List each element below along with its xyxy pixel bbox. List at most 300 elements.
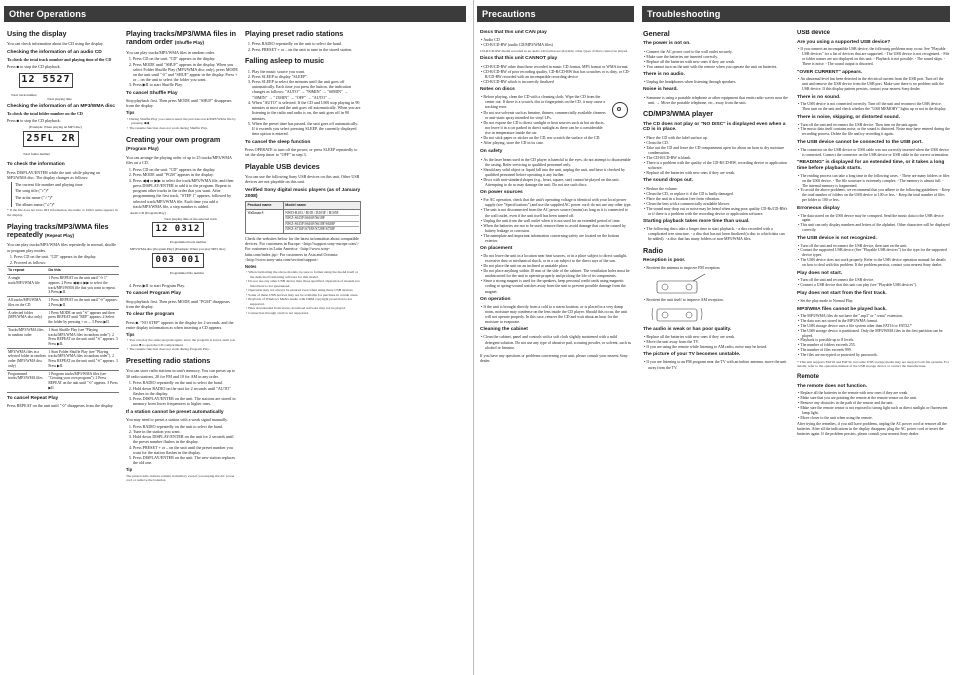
play-preset-steps xyxy=(252,41,361,51)
notes-discs-block xyxy=(480,94,632,146)
list-item: • Do not place the unit on an inclined or unstable place. xyxy=(485,263,632,268)
cannot-connect-title: The USB device cannot be connected to the USB port. xyxy=(797,140,923,146)
reception-title: Reception is poor. xyxy=(643,258,686,264)
flow-step-1: The current file number and playing time xyxy=(15,181,83,187)
cd-player-title: CD/MP3/WMA player xyxy=(643,109,714,119)
safety-title: On safety xyxy=(480,149,503,155)
shuffle-title-suffix: (Shuffle Play) xyxy=(174,40,205,46)
reception-am-list xyxy=(648,297,789,302)
lcd-screen-1: 12 5527 xyxy=(19,73,73,88)
list-item: • There is a problem with the quality of the CD-R/CD-RW, recording device or application software. xyxy=(648,160,789,170)
repeat-table xyxy=(7,266,119,392)
table-row xyxy=(7,297,119,309)
cancel-repeat-title: To cancel Repeat Play xyxy=(7,395,59,401)
cleaning-title: Cleaning the cabinet xyxy=(480,327,528,333)
list-item: • Turn off the unit and reconnect the USB device. xyxy=(802,278,950,283)
sleep-step: 3. Press SLEEP to select the minutes until the unit goes off automatically. Each time you press the button, the indication changes as follows: "AUTO" → "90MIN" → "60MIN" → "30MIN" → "15MIN" → "OFF" → "AUTO" ... xyxy=(252,79,361,100)
col-model-name: Model name xyxy=(283,201,360,209)
repeat-instructions: 1 Program tracks/MP3/WMA files (see "Creating your own program"). 2 Press REPEAT on the unit until "⟲" appears. 3 Press ▶II. xyxy=(47,370,119,392)
no-power-list xyxy=(648,49,789,69)
troubleshooting-header: Troubleshooting xyxy=(642,6,950,22)
preset-step: 2. Hold down RADIO on the unit for 2 seconds until "AUTO" flashes in the display. xyxy=(133,386,238,396)
placement-title: On placement xyxy=(480,245,513,251)
program-tip: • You can play the same program again, since the program is saved, until you press ■ to open the CD compartment. xyxy=(131,338,238,347)
manual-preset-step: 5. Press DISPLAY/ENTER on the unit. The new station replaces the old one. xyxy=(133,455,238,465)
table-row xyxy=(7,348,119,370)
erroneous-title: Erroneous display xyxy=(797,206,840,212)
list-item: • Remove any obstacles in the path of the remote and the unit. xyxy=(802,401,950,406)
list-item: • The data was not stored in the MP3/WMA format. xyxy=(802,319,950,324)
manual-preset-intro: You may need to preset a station with a weak signal manually. xyxy=(126,416,228,422)
lcd2-example-label: (Example: When playing an MP3 disc) xyxy=(29,125,82,130)
repeat-title-text: Playing tracks/MP3/WMA files repeatedly xyxy=(7,221,109,240)
repeat-target: All tracks/MP3/WMA files on the CD xyxy=(7,297,47,309)
list-item: • The USB storage device is partitioned. Only the MP3/WMA files in the first partition can be played. xyxy=(802,329,950,339)
program-tips-label: Tips xyxy=(126,331,135,337)
shuffle-tip: • During Shuffle Play you cannot select the previous track/MP3/WMA file by pressing ◀◀. xyxy=(131,117,238,126)
model-name: NWZ-S615F/S616F/S618F/S638F xyxy=(285,221,358,227)
shuffle-title-text: Playing tracks/MP3/WMA files in random order xyxy=(126,30,236,47)
operation-title: On operation xyxy=(480,296,511,302)
table-row xyxy=(7,275,119,297)
repeat-target: Tracks/MP3/WMA files in random order xyxy=(7,326,47,348)
list-item: • For AC operation, check that the unit's operating voltage is identical with your local power supply (see "Specifications") and use the supplied AC power cord; do not use any other type. xyxy=(485,197,632,207)
list-item: • The files are encrypted or protected by passwords. xyxy=(802,353,950,358)
repeat-step-1: 1. Press CD on the unit. "CD" appears in the display. xyxy=(14,254,119,259)
list-item: • Clean the CD, or replace it if the CD is badly damaged. xyxy=(648,191,789,196)
manual-preset-step: 4. Press PRESET + or – on the unit until the preset number you want for the station flashes in the display. xyxy=(133,445,238,455)
shuffle-steps xyxy=(133,56,238,87)
table-row xyxy=(7,326,119,348)
audio-cd-step: Press ■ to stop the CD playback. xyxy=(7,63,61,69)
clear-program-title: To clear the program xyxy=(126,312,175,318)
column-troubleshooting-usb xyxy=(797,30,950,671)
verified-players-title: Verified Sony digital music players (as of January 2008) xyxy=(245,187,361,199)
col-product-name: Product name xyxy=(246,201,284,209)
remote-fn-title: The remote does not function. xyxy=(797,383,868,389)
mp3-cannot-list xyxy=(802,314,950,358)
prog-mp3-label: MP3/WMA disc (Program Play) (Example: When you play MP3 disc) xyxy=(130,247,226,252)
list-item: • CD-R/CD-RW other than those recorded in music CD format, MP3 format or WMA format xyxy=(485,64,632,69)
radio-unit-icon xyxy=(649,273,709,295)
shuffle-step: 1. Press CD on the unit. "CD" appears in the display. xyxy=(133,56,238,61)
flow-note: * If the file does not have ID3 information, the name or folder name appears in the display. xyxy=(7,208,118,217)
usb-note: • Some of these USB devices may not be available for purchase in certain areas. xyxy=(250,293,361,297)
radio-title: Radio xyxy=(643,245,663,255)
unsupported-title: Are you using a supported USB device? xyxy=(797,39,891,45)
cancel-shuffle-body: Stop playback first. Then press MODE until "SHUF" disappears from the display. xyxy=(126,98,232,109)
tv-unstable-list xyxy=(648,359,789,369)
page-divider xyxy=(473,0,474,675)
cancel-shuffle-title: To cancel Shuffle Play xyxy=(126,90,178,96)
list-item: • Make sure the batteries are inserted correctly. xyxy=(648,54,789,59)
list-item: • Playback is possible up to 8 levels. xyxy=(802,338,950,343)
flow-step-2: The song title ("♪")* xyxy=(15,188,49,194)
weak-audio-title: The audio is weak or has poor quality. xyxy=(643,326,732,332)
check-info-body: Press DISPLAY/ENTER while the unit while playing an MP3/WMA disc. The display changes as follows: xyxy=(7,169,100,180)
usb-note: • Connection through a hub is not supported. xyxy=(250,311,361,315)
shuffle-tips xyxy=(131,117,238,130)
list-item: • Should any solid object or liquid fall into the unit, unplug the unit, and have it checked by qualified personnel before operating it any further. xyxy=(485,167,632,177)
list-item: • Audio CD xyxy=(485,37,632,42)
repeat-instructions: 1 Press REPEAT on the unit until "⟲" appears. 2 Press ▶II. xyxy=(47,297,119,309)
list-item: • CD-R/CD-RW (audio CD/MP3/WMA files) xyxy=(485,42,632,47)
usb-no-sound-list xyxy=(802,102,950,112)
usb-note: • Playback of Windows Media Audio with DRM copyright protection is not supported. xyxy=(250,297,361,306)
no-disc-title: The CD does not play or "NO DISC" is displayed even when a CD is in place. xyxy=(643,121,786,133)
list-item: • The music data itself contains noise, or the sound is distorted. Noise may have entered during the recording process. Delete the file and try recording it again. xyxy=(802,127,950,137)
usb-note: • When formatting the above models, be sure to format using the model itself or the dedicated formatting software for that model. xyxy=(250,270,361,279)
list-item: • Clean the CD. xyxy=(648,140,789,145)
repeat-target: Programmed tracks/MP3/WMA files xyxy=(7,370,47,392)
list-item: • The MP3/WMA files do not have the ".mp3" or ".wma" extension. xyxy=(802,314,950,319)
prog-file-label: Programmed file number xyxy=(170,271,205,276)
list-item: • Unplug the unit from the wall outlet when it is not used for an extended period of time. xyxy=(485,218,632,223)
using-display-intro: You can check information about the CD using the display. xyxy=(7,41,104,47)
cancel-sleep-title: To cancel the sleep function xyxy=(245,139,311,145)
list-item: • Unplug the headphones when listening through speakers. xyxy=(648,79,789,84)
flow-step-3: The artist name ("♂")* xyxy=(15,195,53,201)
repeat-table-body xyxy=(7,275,119,392)
list-item: • CD-R/CD-RW of poor recording quality, CD-R/CD-RW that has scratches or is dirty, or CD-R/CD-RW recorded with an incompatible recording device xyxy=(485,69,632,79)
manual-preset-step: 2. Tune in the station you want. xyxy=(133,429,238,434)
noise-title: Noise is heard. xyxy=(643,87,678,93)
list-item: • The USB device is not connected correctly. Turn off the unit and reconnect the USB device. Then turn on the unit and check whether the "USB MEMORY" lights up or not in the display. xyxy=(802,102,950,112)
unsupported-list xyxy=(802,47,950,67)
disc-icon xyxy=(612,102,628,118)
list-item: • If you connect an incompatible USB device, the following problems may occur. See "Playable USB devices" for a list of devices that are supported. - The USB device is not recognized. - File or folder names are not displayed on this unit. - Playback is not possible. - The sound skips. - There is noise. - The sound output is distorted. xyxy=(802,47,950,67)
total-track-label: Total track number xyxy=(11,92,37,97)
list-item: • The USB storage device uses a file system other than FAT16 or FAT32.* xyxy=(802,324,950,329)
table-row xyxy=(246,209,361,233)
clear-program-body: Press ■. "NO STEP" appears in the display for 2 seconds, and the entire display information as when inserting a CD appears. xyxy=(126,319,234,330)
mp3-info-title: Checking the information of an MP3/WMA disc xyxy=(7,103,115,109)
repeat-table-header xyxy=(7,267,119,275)
program-title-text: Creating your own program xyxy=(126,134,221,144)
sleep-step: 2. Press SLEEP to display "SLEEP". xyxy=(252,74,361,79)
lcd-audio-cd xyxy=(11,71,91,101)
list-item: • Clean the lens with a commercially available blower. xyxy=(648,201,789,206)
sleep-step: 4. When "AUTO" is selected: If the CD and USB stop playing in 90 minutes at most and the unit goes off automatically. When you are listening to the radio and radio is on, the unit goes off in 90 minutes. xyxy=(252,100,361,121)
usb-notes xyxy=(250,270,361,315)
col-do-this: Do this xyxy=(47,267,119,275)
list-item: • The nameplate and important information concerning safety are located on the bottom exterior. xyxy=(485,233,632,243)
usb-device-title: USB device xyxy=(797,30,831,36)
usb-noise-title: There is noise, skipping, or distorted sound. xyxy=(797,115,900,121)
lcd-mp3 xyxy=(11,125,101,159)
models-table-header xyxy=(246,201,361,209)
playable-usb-intro: You can use the following Sony USB devices on this unit. Other USB devices are not playable on this unit. xyxy=(245,174,360,185)
noise-list xyxy=(648,95,789,105)
manual-preset-step: 3. Hold down DISPLAY/ENTER on the unit for 2 seconds until the preset number flashes in the display. xyxy=(133,434,238,444)
first-track-list xyxy=(802,299,950,304)
preset-tip-label: Tip xyxy=(126,467,133,473)
list-item: • The CD-R/CD-RW is blank. xyxy=(648,155,789,160)
list-item: • The data stored on the USB device may be corrupted. Send the music data to the USB device again. xyxy=(802,214,950,224)
list-item: • Connect a USB device that this unit can play (see "Playable USB devices"). xyxy=(802,283,950,288)
prog-lcd-mp3: 003 001 xyxy=(152,253,204,268)
other-operations-header: Other Operations xyxy=(4,6,466,22)
column-radio-sleep-usb xyxy=(245,30,361,671)
prog-time-label: Total playing time of the selected track xyxy=(164,217,217,222)
right-page xyxy=(477,0,954,675)
list-item: • To avoid the above problems, we recommend that you adhere to the following guidelines: - Keep the total number of folders on the USB device to 100 or less. - Keep the total number of files per folder to 100 or less. xyxy=(802,188,950,203)
discs-can-title: Discs that this unit CAN play xyxy=(480,30,547,35)
general-title: General xyxy=(643,30,670,38)
repeat-target: A single track/MP3/WMA file xyxy=(7,275,47,297)
start-slow-title: Starting playback takes more time than usual. xyxy=(643,218,750,224)
preset-tip: The preset radio stations remain in memory even if you unplug the AC power cord or remove the batteries. xyxy=(126,473,235,483)
list-item: • Contact the supported USB device (See "Playable USB devices") for the type for the supported device types. xyxy=(802,248,950,258)
cleaning-list xyxy=(485,334,632,349)
column-precautions xyxy=(480,30,632,671)
placement-list xyxy=(485,253,632,293)
list-item: • This unit can only display numbers and letters of the alphabet. Other characters will be displayed correctly. xyxy=(802,223,950,233)
list-item: • Turn off the unit and reconnect the USB device, then turn on the unit. xyxy=(802,244,950,249)
total-time-label: Total playing time xyxy=(47,96,72,101)
shuffle-intro: You can play tracks/MP3/WMA files in random order. xyxy=(126,49,215,55)
usb-note: • Operation may not always be ensured even when using these USB devices. xyxy=(250,288,361,292)
lcd-screen-2: 25FL 2R xyxy=(23,131,79,147)
not-recognized-list xyxy=(802,244,950,269)
list-item: • The reading process can take a long time in the following cases. - There are many folders or files on the USB device. - The file structure is extremely complex. - The memory is almost full. - The internal memory is fragmented. xyxy=(802,174,950,189)
product-name-cell: Walkman® xyxy=(246,209,284,233)
prog-lcd-audio: 12 0312 xyxy=(152,222,204,237)
operation-list xyxy=(485,304,632,324)
shuffle-step: 2. Press MODE until "SHUF" appears in the display. When you select Folder Shuffle Play (MP3/WMA disc only), press MODE on the unit until "⟲" and "SHUF" appear in the display. Press + or – on the unit to select the folder you want. xyxy=(133,62,238,83)
weak-audio-list xyxy=(648,334,789,349)
repeat-step-2: 2. Proceed as follows: xyxy=(14,260,119,265)
program-step-4: 4. Press ▶II to start Program Play. xyxy=(133,283,238,288)
no-audio-list xyxy=(648,79,789,84)
list-item: • Discs with non-standard shapes (e.g., heart, square, star) cannot be played on this unit. Attempting to do so may damage the unit. Do not use such discs. xyxy=(485,177,632,187)
program-step-4-list xyxy=(133,283,238,288)
repeat-target: A selected folder (MP3/WMA disc only) xyxy=(7,309,47,326)
shuffle-title xyxy=(126,30,238,47)
not-recognized-title: The USB device is not recognized. xyxy=(797,236,877,242)
safety-list xyxy=(485,157,632,187)
play-preset-step: 1. Press RADIO repeatedly on the unit to select the band. xyxy=(252,41,361,46)
prog-audio-label: Audio CD (Program Play) xyxy=(130,211,166,216)
sleep-step: 1. Play the music source you want. xyxy=(252,69,361,74)
col-to-repeat: To repeat xyxy=(7,267,47,275)
fm-antenna-illustration xyxy=(649,273,709,295)
model-name: NWD-B103 / B105 / B103F / B105F xyxy=(285,210,339,215)
notes-discs-list xyxy=(485,94,609,144)
radio-rotate-icon xyxy=(649,304,709,324)
models-table-body xyxy=(246,209,361,233)
model-name: NWZ-S716F/S718F/S728F/S738F xyxy=(285,226,358,232)
audio-cd-title: Checking the information of an audio CD xyxy=(7,49,102,55)
remote-title: Remote xyxy=(797,373,820,380)
list-item: • The connector on the USB device or USB cable was not correctly inserted when the USB device is connected. Connect the connector on the USB device or USB cable in the correct orientation. xyxy=(802,148,950,158)
program-steps xyxy=(133,167,238,209)
repeat-title-suffix: (Repeat Play) xyxy=(44,233,75,239)
power-list xyxy=(485,197,632,242)
list-item: • Someone is using a portable telephone or other equipment that emits radio waves near the unit. → Move the portable telephone, etc., away from the unit. xyxy=(648,95,789,105)
manual-preset-step: 1. Press RADIO repeatedly on the unit to select the band. xyxy=(133,424,238,429)
program-step: 2. Press MODE until "PGM" appears in the display. xyxy=(133,172,238,177)
list-item: • You cannot turn on the unit with the remote when you operate the unit on batteries. xyxy=(648,64,789,69)
shuffle-tip: • The resume function does not work during Shuffle Play. xyxy=(131,126,238,130)
mp3-info-step: Press ■ to stop the CD playback. xyxy=(7,117,61,123)
preset-steps xyxy=(133,380,238,406)
cancel-program-title: To cancel Program Play xyxy=(126,291,182,297)
list-item: • Before playing, clean the CD with a cleaning cloth. Wipe the CD from the center out. If there is a scratch, dirt or fingerprints on the CD, it may cause a tracking error. xyxy=(485,94,609,109)
list-item: • The sound may drop out or noise may be heard when using poor quality CD-Rs/CD-RWs or if there is a problem with the recording device or application software. xyxy=(648,206,789,216)
check-websites: Check the websites below for the latest information about compatible devices. For customers in Europe: <http://support.sony-europe.com/> For customers in Latin America: <http://www.sony-latin.com/index.jsp> For customers in Asia and Oceania: <http://www.sony-asia.com/section/support> xyxy=(245,235,359,262)
repeat-steps xyxy=(14,254,119,264)
discs-can-note: CD-R/CD-RW media recorded in an audio CD format are playable; other types of discs cannot be played. xyxy=(480,48,628,53)
audio-cd-sub: To check the total track number and playing time of the CD xyxy=(7,56,112,62)
usb-notes-label: Notes xyxy=(245,263,257,269)
prog-track-label: Programmed track number xyxy=(170,240,207,245)
list-item: • If the unit is brought directly from a cold to a warm location, or is placed in a very damp room, moisture may condense on the lens inside the CD player. Should this occur, the unit will not operate properly. In this case, remove the CD and wait about an hour for the moisture to evaporate. xyxy=(485,304,632,324)
column-shuffle-program xyxy=(126,30,238,671)
sleep-title: Falling asleep to music xyxy=(245,56,325,66)
repeat-target: MP3/WMA files in a selected folder in random order (MP3/WMA disc only) xyxy=(7,348,47,370)
am-reception-illustration xyxy=(649,304,709,324)
erroneous-list xyxy=(802,214,950,234)
table-row xyxy=(7,309,119,326)
preset-step: 1. Press RADIO repeatedly on the unit to select the band. xyxy=(133,380,238,385)
repeat-instructions: 1 Press MODE on unit "⟲" appears and then press REPEAT until "REP" appears. 2 Select the folder by pressing + or –. 3 Press ▶II. xyxy=(47,309,119,326)
list-item: • Turn off the unit and reconnect the USB device. Then turn on the unit again. xyxy=(802,123,950,128)
list-item: • Replace all the batteries with new ones if they are weak. xyxy=(648,170,789,175)
dropout-title: The sound drops out. xyxy=(643,178,693,184)
repeat-instructions: 1 Start Folder Shuffle Play (see "Playing tracks/MP3/WMA files in random order"). 2 Press REPEAT on the unit until "⟲" appears. 3 Press ▶II. xyxy=(47,348,119,370)
no-audio-title: There is no audio. xyxy=(643,71,685,77)
usb-no-sound-title: There is no sound. xyxy=(797,94,841,100)
start-slow-list xyxy=(648,226,789,241)
list-item: • Clean the cabinet, panel and controls with a soft cloth slightly moistened with a mild detergent solution. Do not use any type of abrasive pad, scouring powder, or solvent, such as alcohol or benzine. xyxy=(485,334,632,349)
manual-preset-steps xyxy=(133,424,238,466)
list-item: • The following discs take a longer time to start playback. - a disc recorded with a complicated tree structure. - a disc that has not been finalized (a disc to which data can be added). - a disc that has many folders or non-MP3/WMA files. xyxy=(648,226,789,241)
cancel-program-body: Stop playback first. Then press MODE until "PGM" disappears from the display. xyxy=(126,298,230,309)
model-name-cell xyxy=(283,209,360,233)
list-item: • Do not expose the CD to direct sunlight or heat sources such as hot air ducts, nor leave it in a car parked in direct sunlight as there can be a considerable rise in temperature inside the car. xyxy=(485,120,609,135)
usb-note: • Files downloaded from stores, download software may not be played. xyxy=(250,306,361,310)
preset-intro: You can store radio stations in unit's memory. You can preset up to 30 radio stations, 20 for FM and 10 for AM in any order. xyxy=(126,368,235,379)
left-page xyxy=(0,0,470,675)
list-item: • The USB device does not work properly. Refer to the USB device operation manual for details on how to deal with this problem. If the problem persists, contact your nearest Sony dealer. xyxy=(802,258,950,268)
list-item: • Do not leave the unit in a location near heat sources, or in a place subject to direct sunlight, excessive dust or mechanical shock, or in a car subject to the direct rays of the sun. xyxy=(485,253,632,263)
list-item: • Make sure the remote sensor is not exposed to strong light such as direct sunlight or fluorescent lamp light. xyxy=(802,406,950,416)
precautions-header: Precautions xyxy=(477,6,634,22)
column-troubleshooting-general xyxy=(643,30,789,671)
list-item: • After playing, store the CD in its case. xyxy=(485,140,609,145)
list-item: • CD-R/CD-RW which is incorrectly finalized xyxy=(485,79,632,84)
program-tips xyxy=(131,338,238,351)
list-item: • As the laser beam used in the CD player is harmful to the eyes, do not attempt to disassemble the casing. Refer servicing to qualified personnel only. xyxy=(485,157,632,167)
list-item: • If you are listening to an FM program near the TV with an indoor antenna, move the unit away from the TV. xyxy=(648,359,789,369)
usb-note: • Do not use any other USB device than those specified. Operation of models not listed here is not guaranteed. xyxy=(250,279,361,288)
program-step: 3. Press ◀◀ or ▶▶ to select the track/MP3/WMA file, and then press DISPLAY/ENTER to add it to the program. Repeat to program other tracks in the order that you want. After programming the first track, "STEP 1" appears, followed by selected track/MP3/WMA file. Each time you add a track/MP3/WMA file, a step number is added. xyxy=(133,178,238,209)
column-using-display xyxy=(7,30,119,671)
reception-list xyxy=(648,265,789,270)
program-displays xyxy=(130,211,234,281)
program-intro: You can arrange the playing order of up to 25 tracks/MP3/WMA files on a CD. xyxy=(126,155,232,166)
no-start-title: Play does not start. xyxy=(797,271,843,277)
mp3-info-sub: To check the total folder number on the CD xyxy=(7,111,83,117)
discs-cannot-title: Discs that this unit CANNOT play xyxy=(480,56,558,62)
list-item: • Reduce the volume. xyxy=(648,186,789,191)
flow-step-4: The album name ("♫")* xyxy=(15,201,55,207)
tv-unstable-title: The picture of your TV becomes unstable. xyxy=(643,352,741,358)
repeat-intro: You can play tracks/MP3/WMA files repeatedly in normal, shuffle or program play modes. xyxy=(7,242,116,253)
list-item: • Place the CD with the label surface up. xyxy=(648,135,789,140)
repeat-instructions: 1 Press REPEAT on the unit until "⟲ 1" appears. 2 Press ◀◀ or ▶▶ to select the track/MP3/WMA file that you want to repeat. 3 Press ▶II. xyxy=(47,275,119,297)
list-item: • Set the play mode to Normal Play. xyxy=(802,299,950,304)
cannot-connect-list xyxy=(802,148,950,158)
program-title-suffix: (Program Play) xyxy=(126,145,159,151)
disc-illustration xyxy=(612,94,632,146)
preset-step: 3. Press DISPLAY/ENTER on the unit. The stations are stored in memory from lower frequencies to higher ones. xyxy=(133,396,238,406)
list-item: • Since a strong magnet is used for the speakers, keep personal credit cards using magnetic coding or spring-wound watches away from the unit to prevent possible damage from the magnet. xyxy=(485,278,632,293)
list-item: • Move the unit away from the TV. xyxy=(648,339,789,344)
list-item: • Do not stick paper or sticker on the CD, nor scratch the surface of the CD. xyxy=(485,135,609,140)
repeat-instructions: 1 Start Shuffle Play (see "Playing tracks/MP3/WMA files in random order"). 2 Press REPEAT on the unit until "⟲" appears. 3 Press ▶II. xyxy=(47,326,119,348)
cancel-sleep-body: Press OPERATE to turn off the power, or press SLEEP repeatedly to set the sleep timer to "OFF" in step 3. xyxy=(245,146,358,158)
models-table xyxy=(245,201,361,234)
shuffle-tips-label: Tips xyxy=(126,110,135,116)
list-item: • Connect the AC power cord to the wall outlet securely. xyxy=(648,49,789,54)
cancel-repeat-body: Press REPEAT on the unit until "⟲" disappears from the display. xyxy=(7,402,114,408)
list-item: • Take out the CD and leave the CD compartment open for about an hour to dry moisture condensation. xyxy=(648,145,789,155)
list-item: • Make sure that you are pointing the remote at the remote sensor on the unit. xyxy=(802,396,950,401)
list-item: • Replace all the batteries in the remote with new ones if they are weak. xyxy=(802,391,950,396)
check-info-title: To check the information xyxy=(7,162,65,168)
model-name: NWZ-S615F/S616F/S618F xyxy=(285,215,358,221)
remote-fn-list xyxy=(802,391,950,420)
list-item: • Reorient the antenna to improve FM reception. xyxy=(648,265,789,270)
display-flow xyxy=(11,182,119,207)
program-tip: • The resume function does not work during Program Play. xyxy=(131,347,238,351)
list-item: • Replace all the batteries with new ones if they are weak. xyxy=(648,334,789,339)
list-item: • When the batteries are not to be used, remove them to avoid damage that can be caused by battery leakage or corrosion. xyxy=(485,223,632,233)
program-title xyxy=(126,136,238,153)
discs-can-list xyxy=(485,37,632,47)
overcurrent-title: "OVER CURRENT" appears. xyxy=(797,69,863,75)
list-item: • The number of files exceeds 999. xyxy=(802,348,950,353)
total-folder-label: Total folder number xyxy=(23,152,51,157)
list-item: • If you are using the remote while listening to AM radio, noise may be heard. xyxy=(648,344,789,349)
no-power-title: The power is not on. xyxy=(643,41,691,47)
no-disc-list xyxy=(648,135,789,175)
list-item: • Do not use solvents such as benzine, thinner, commercially available cleaners or anti-static spray intended for vinyl LPs. xyxy=(485,110,609,120)
dropout-list xyxy=(648,186,789,216)
power-title: On power sources xyxy=(480,190,523,195)
list-item: • Move closer to the unit when using the remote. xyxy=(802,416,950,421)
list-item: • The number of folders exceeds 255. xyxy=(802,343,950,348)
program-step: 1. Press CD on the unit. "CD" appears in the display. xyxy=(133,167,238,172)
play-preset-title: Playing preset radio stations xyxy=(245,30,344,38)
repeat-play-title xyxy=(7,223,119,240)
remote-after: After trying the remedies, if you still have problems, unplug the AC power cord or remove all the batteries. After all the indications in the display disappear, plug the AC power cord or insert the batteries again. If the problem persists, please consult your nearest Sony dealer. xyxy=(797,422,947,436)
sleep-step: 5. When the preset time has passed, the unit goes off automatically. If it exceeds you select pressing SLEEP, the currently displayed time option is entered. xyxy=(252,121,361,137)
closing-text: If you have any questions or problems concerning your unit, please consult your nearest Sony dealer. xyxy=(480,352,628,363)
usb-noise-list xyxy=(802,123,950,138)
list-item: • Do not place anything within 10 mm of the side of the cabinet. The ventilation holes must be unobstructed for the unit to operate properly and prolong the life of its components. xyxy=(485,268,632,278)
manual-preset-title: If a station cannot be preset automatically xyxy=(126,409,224,415)
no-start-list xyxy=(802,278,950,288)
table-row xyxy=(7,370,119,392)
notes-discs-title: Notes on discs xyxy=(480,87,515,92)
list-item: • An abnormal level has been detected in the electrical current from the USB port. Turn off the unit and remove the USB device from the USB port. Make sure there is no problem with the USB device. If this display pattern persists, contact your nearest Sony dealer. xyxy=(802,77,950,92)
reading-title: "READING" is displayed for an extended time, or it takes a long time before playback starts. xyxy=(797,160,945,172)
list-item: • Place the unit in a location free from vibration. xyxy=(648,196,789,201)
sleep-steps xyxy=(252,69,361,137)
